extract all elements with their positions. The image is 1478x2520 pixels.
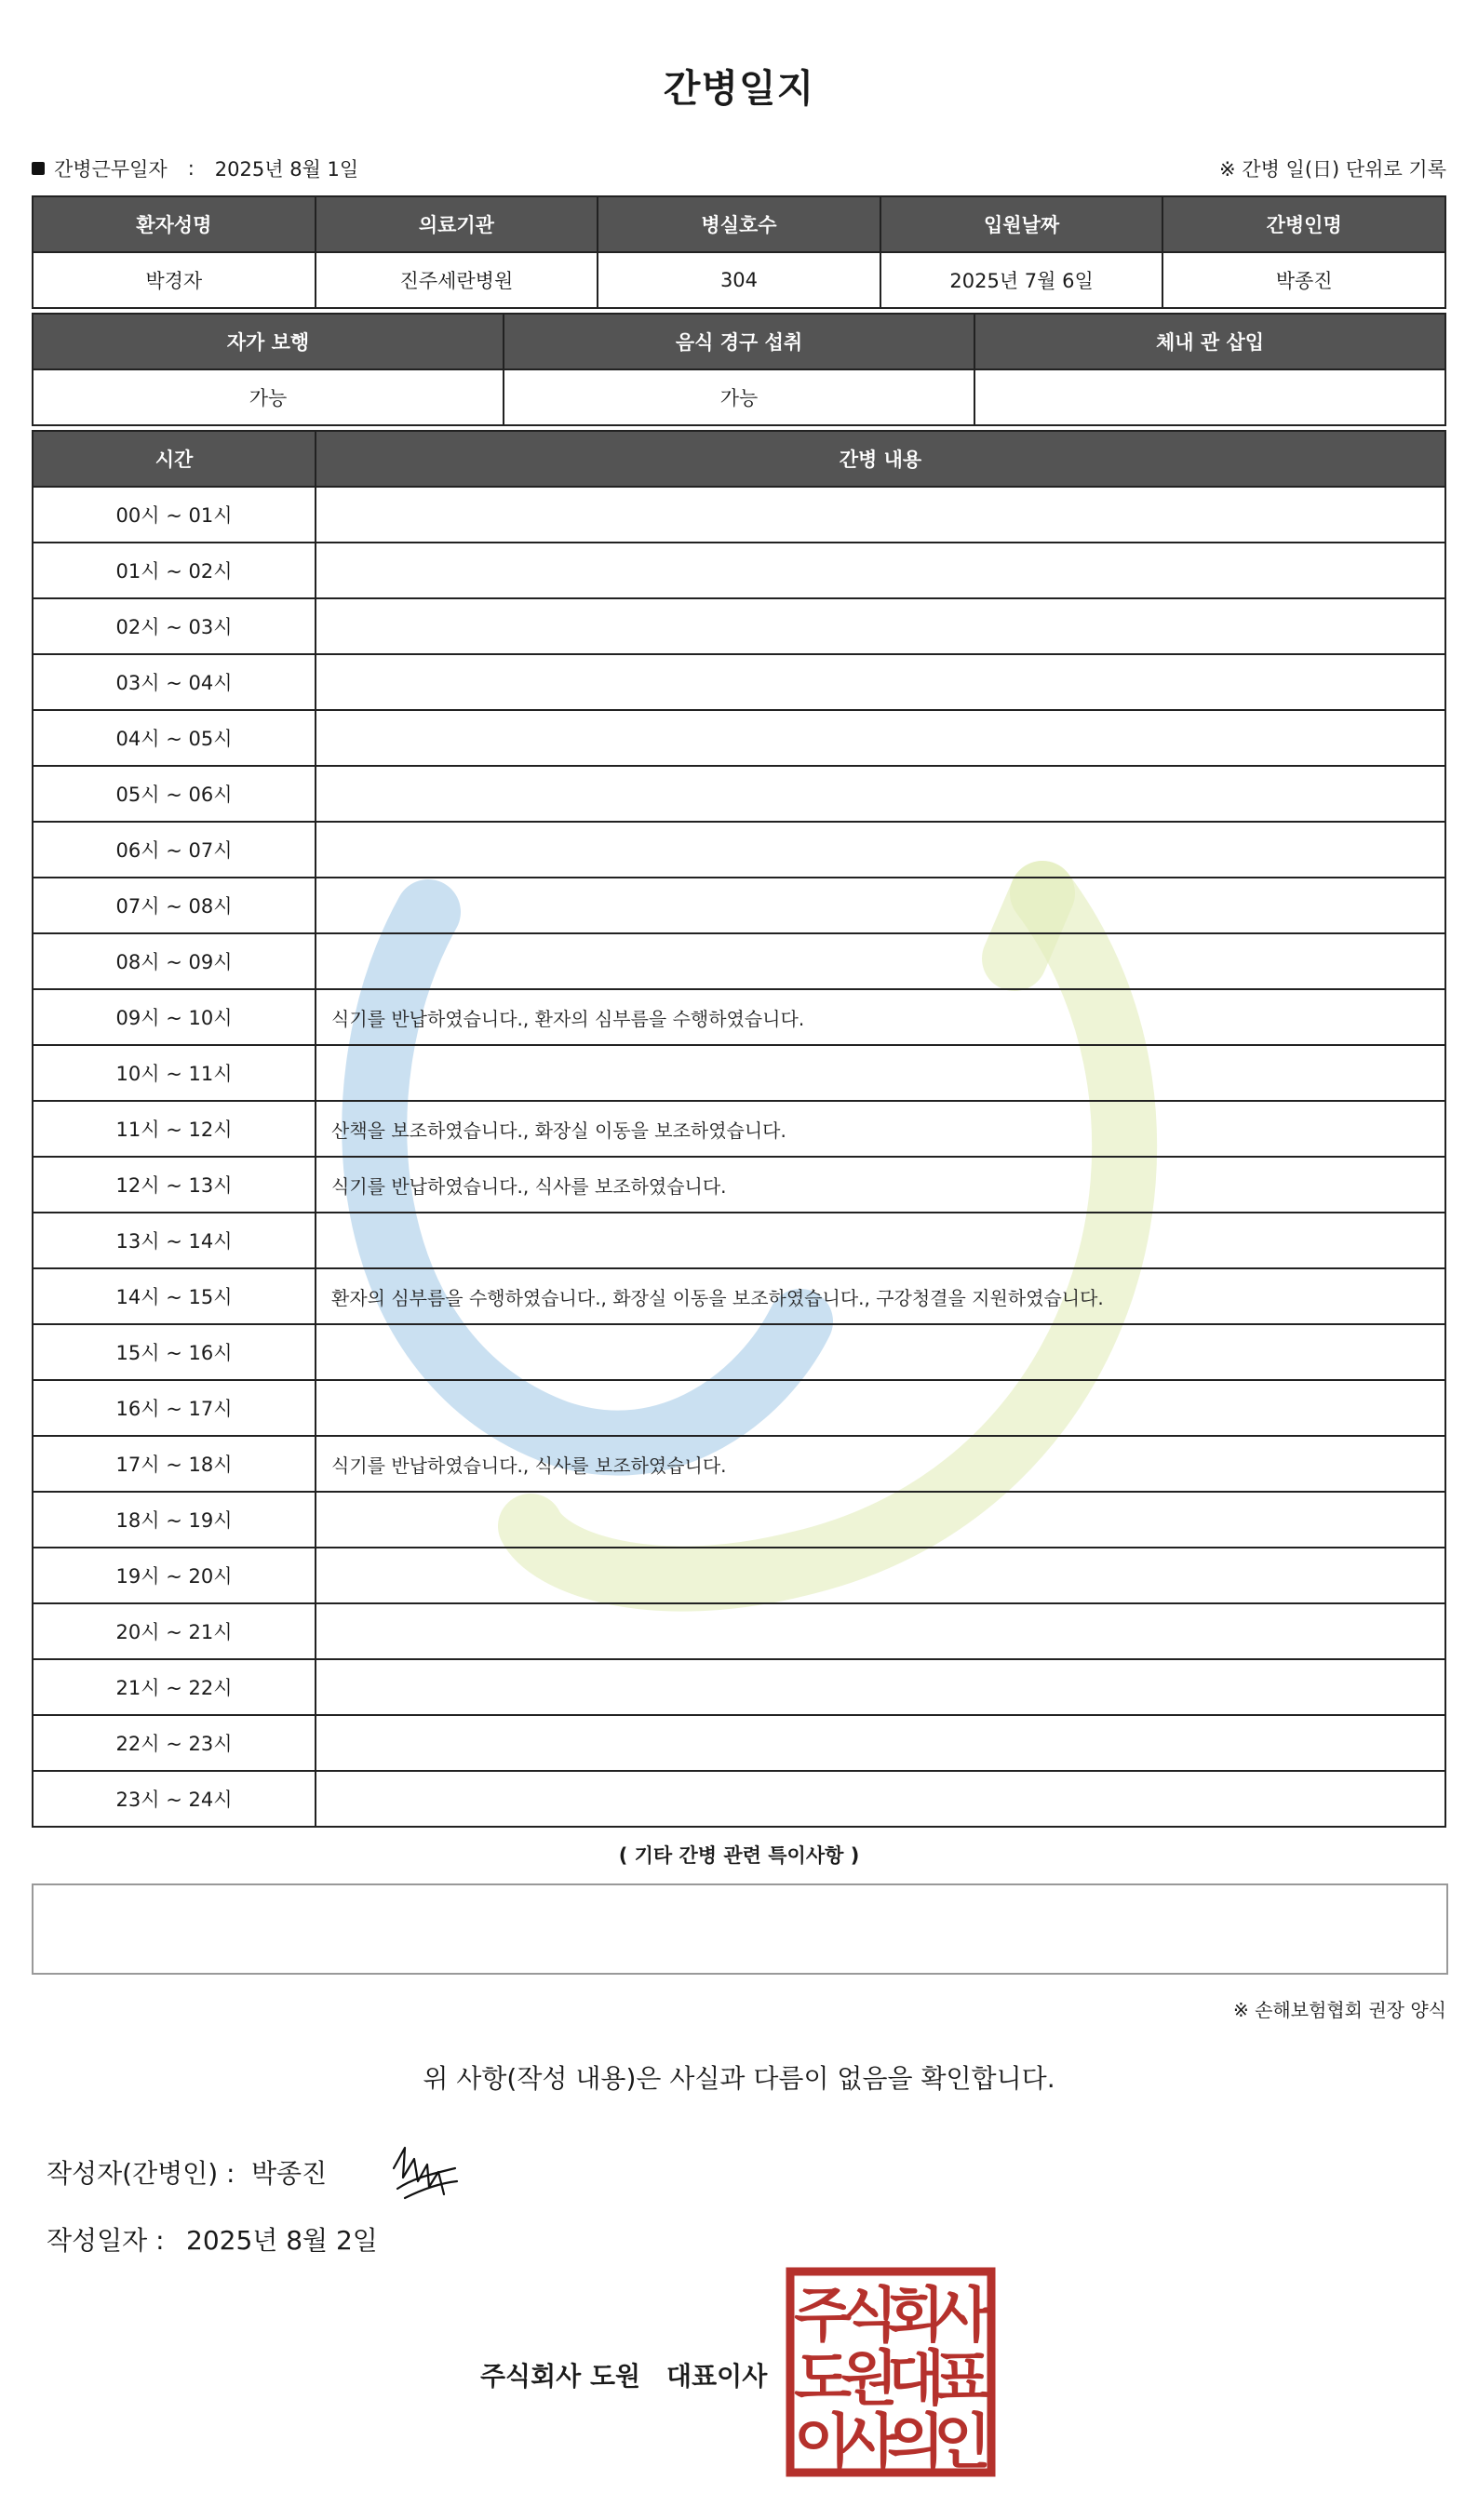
care-log-row <box>33 1436 1445 1492</box>
log-time-cell: 18시 ~ 19시 <box>33 1492 316 1548</box>
confirm-statement: 위 사항(작성 내용)은 사실과 다름이 없음을 확인합니다. <box>423 2063 1055 2094</box>
value-walking: 가능 <box>33 369 504 425</box>
work-date-value: 2025년 8월 1일 <box>214 158 359 181</box>
log-time-cell: 15시 ~ 16시 <box>33 1324 316 1380</box>
log-content-cell <box>316 878 1445 933</box>
log-content-cell: 식기를 반납하였습니다., 환자의 심부름을 수행하였습니다. <box>316 989 1445 1045</box>
value-caregiver: 박종진 <box>1162 252 1445 308</box>
log-content-cell <box>316 1492 1445 1548</box>
header-caregiver: 간병인명 <box>1162 196 1445 252</box>
value-admission-date: 2025년 7월 6일 <box>880 252 1163 308</box>
header-care-content: 간병 내용 <box>316 431 1445 487</box>
value-room: 304 <box>598 252 880 308</box>
care-log-row <box>33 543 1445 598</box>
care-log-row <box>33 1659 1445 1715</box>
care-log-row <box>33 487 1445 543</box>
log-content-cell: 산책을 보조하였습니다., 화장실 이동을 보조하였습니다. <box>316 1101 1445 1157</box>
log-content-cell <box>316 1380 1445 1436</box>
company-signoff <box>480 2356 767 2393</box>
log-time-cell: 17시 ~ 18시 <box>33 1436 316 1492</box>
log-time-cell: 16시 ~ 17시 <box>33 1380 316 1436</box>
log-time-cell: 07시 ~ 08시 <box>33 878 316 933</box>
log-time-cell: 13시 ~ 14시 <box>33 1213 316 1268</box>
meta-row <box>32 154 1446 182</box>
value-oral-intake: 가능 <box>504 369 974 425</box>
patient-info-header-row <box>33 196 1445 252</box>
svg-text:표: 표 <box>934 2345 991 2414</box>
svg-text:도: 도 <box>794 2345 852 2414</box>
patient-info-table <box>32 195 1446 309</box>
care-log-row <box>33 1324 1445 1380</box>
log-time-cell: 01시 ~ 02시 <box>33 543 316 598</box>
svg-text:사: 사 <box>840 2408 898 2477</box>
header-admission-date: 입원날짜 <box>880 196 1163 252</box>
care-log-row <box>33 1771 1445 1827</box>
writer-row <box>47 2153 327 2191</box>
log-content-cell <box>316 1659 1445 1715</box>
care-log-row <box>33 710 1445 766</box>
value-patient-name: 박경자 <box>33 252 316 308</box>
bullet-square-icon <box>32 162 45 175</box>
care-log-row <box>33 598 1445 654</box>
care-log-row <box>33 878 1445 933</box>
log-time-cell: 20시 ~ 21시 <box>33 1603 316 1659</box>
log-content-cell <box>316 1213 1445 1268</box>
svg-text:인: 인 <box>934 2408 991 2477</box>
write-date-label: 작성일자 : <box>47 2225 165 2256</box>
log-content-cell <box>316 1771 1445 1827</box>
log-time-cell: 03시 ~ 04시 <box>33 654 316 710</box>
log-content-cell: 식기를 반납하였습니다., 식사를 보조하였습니다. <box>316 1436 1445 1492</box>
care-log-row <box>33 1268 1445 1324</box>
svg-text:대: 대 <box>887 2345 945 2414</box>
log-content-cell: 환자의 심부름을 수행하였습니다., 화장실 이동을 보조하였습니다., 구강청결을 지원하였습니다. <box>316 1268 1445 1324</box>
log-content-cell <box>316 1715 1445 1771</box>
ability-value-row <box>33 369 1445 425</box>
log-content-cell <box>316 933 1445 989</box>
svg-text:의: 의 <box>887 2408 945 2477</box>
header-oral-intake: 음식 경구 섭취 <box>504 314 974 369</box>
header-room: 병실호수 <box>598 196 880 252</box>
company-name: 주식회사 도원 <box>480 2361 641 2392</box>
header-patient-name: 환자성명 <box>33 196 316 252</box>
care-log-row <box>33 1548 1445 1603</box>
log-content-cell: 식기를 반납하였습니다., 식사를 보조하였습니다. <box>316 1157 1445 1213</box>
care-log-row <box>33 1603 1445 1659</box>
log-content-cell <box>316 598 1445 654</box>
company-seal-stamp-icon <box>786 2267 996 2477</box>
log-time-cell: 02시 ~ 03시 <box>33 598 316 654</box>
log-time-cell: 00시 ~ 01시 <box>33 487 316 543</box>
work-date-label: 간병근무일자 <box>54 158 168 181</box>
writer-name: 박종진 <box>251 2158 328 2189</box>
log-time-cell: 12시 ~ 13시 <box>33 1157 316 1213</box>
log-time-cell: 22시 ~ 23시 <box>33 1715 316 1771</box>
svg-text:주: 주 <box>794 2282 852 2351</box>
care-log-row <box>33 822 1445 878</box>
writer-label: 작성자(간병인) : <box>47 2158 235 2189</box>
handwritten-signature-icon <box>386 2140 461 2205</box>
log-content-cell <box>316 1045 1445 1101</box>
ability-table <box>32 313 1446 426</box>
care-log-row <box>33 933 1445 989</box>
care-log-row <box>33 1157 1445 1213</box>
log-time-cell: 14시 ~ 15시 <box>33 1268 316 1324</box>
write-date-value: 2025년 8월 2일 <box>186 2225 378 2256</box>
log-time-cell: 19시 ~ 20시 <box>33 1548 316 1603</box>
company-title: 대표이사 <box>666 2361 768 2392</box>
svg-text:식: 식 <box>840 2282 898 2351</box>
svg-text:원: 원 <box>840 2345 898 2414</box>
remarks-box <box>32 1883 1448 1975</box>
remarks-title: ( 기타 간병 관련 특이사항 ) <box>618 1844 860 1867</box>
value-tube <box>974 369 1445 425</box>
ability-header-row <box>33 314 1445 369</box>
log-time-cell: 23시 ~ 24시 <box>33 1771 316 1827</box>
care-log-row <box>33 1213 1445 1268</box>
header-walking: 자가 보행 <box>33 314 504 369</box>
care-log-row <box>33 1101 1445 1157</box>
write-date-row <box>47 2220 378 2258</box>
value-hospital: 진주세란병원 <box>316 252 598 308</box>
patient-info-value-row <box>33 252 1445 308</box>
work-date <box>32 154 358 182</box>
care-log-row <box>33 1492 1445 1548</box>
work-date-sep: : <box>187 157 195 180</box>
log-content-cell <box>316 1603 1445 1659</box>
care-log-row <box>33 766 1445 822</box>
log-content-cell <box>316 1548 1445 1603</box>
recommend-note: ※ 손해보험협회 권장 양식 <box>1232 1999 1446 2021</box>
header-time: 시간 <box>33 431 316 487</box>
log-content-cell <box>316 766 1445 822</box>
log-time-cell: 04시 ~ 05시 <box>33 710 316 766</box>
care-log-header-row <box>33 431 1445 487</box>
svg-text:회: 회 <box>887 2282 945 2351</box>
log-time-cell: 06시 ~ 07시 <box>33 822 316 878</box>
care-log-row <box>33 1715 1445 1771</box>
log-content-cell <box>316 654 1445 710</box>
log-content-cell <box>316 822 1445 878</box>
log-time-cell: 05시 ~ 06시 <box>33 766 316 822</box>
log-content-cell <box>316 710 1445 766</box>
care-log-row <box>33 1380 1445 1436</box>
log-time-cell: 21시 ~ 22시 <box>33 1659 316 1715</box>
header-tube: 체내 관 삽입 <box>974 314 1445 369</box>
log-time-cell: 09시 ~ 10시 <box>33 989 316 1045</box>
log-content-cell <box>316 543 1445 598</box>
log-content-cell <box>316 487 1445 543</box>
care-log-row <box>33 989 1445 1045</box>
svg-text:사: 사 <box>934 2282 991 2351</box>
log-time-cell: 11시 ~ 12시 <box>33 1101 316 1157</box>
svg-text:이: 이 <box>794 2408 852 2477</box>
header-hospital: 의료기관 <box>316 196 598 252</box>
log-time-cell: 08시 ~ 09시 <box>33 933 316 989</box>
care-log-table <box>32 430 1446 1828</box>
care-log-row <box>33 654 1445 710</box>
log-time-cell: 10시 ~ 11시 <box>33 1045 316 1101</box>
care-log-row <box>33 1045 1445 1101</box>
log-content-cell <box>316 1324 1445 1380</box>
page-title: 간병일지 <box>663 66 815 111</box>
unit-note: ※ 간병 일(日) 단위로 기록 <box>1219 158 1446 181</box>
